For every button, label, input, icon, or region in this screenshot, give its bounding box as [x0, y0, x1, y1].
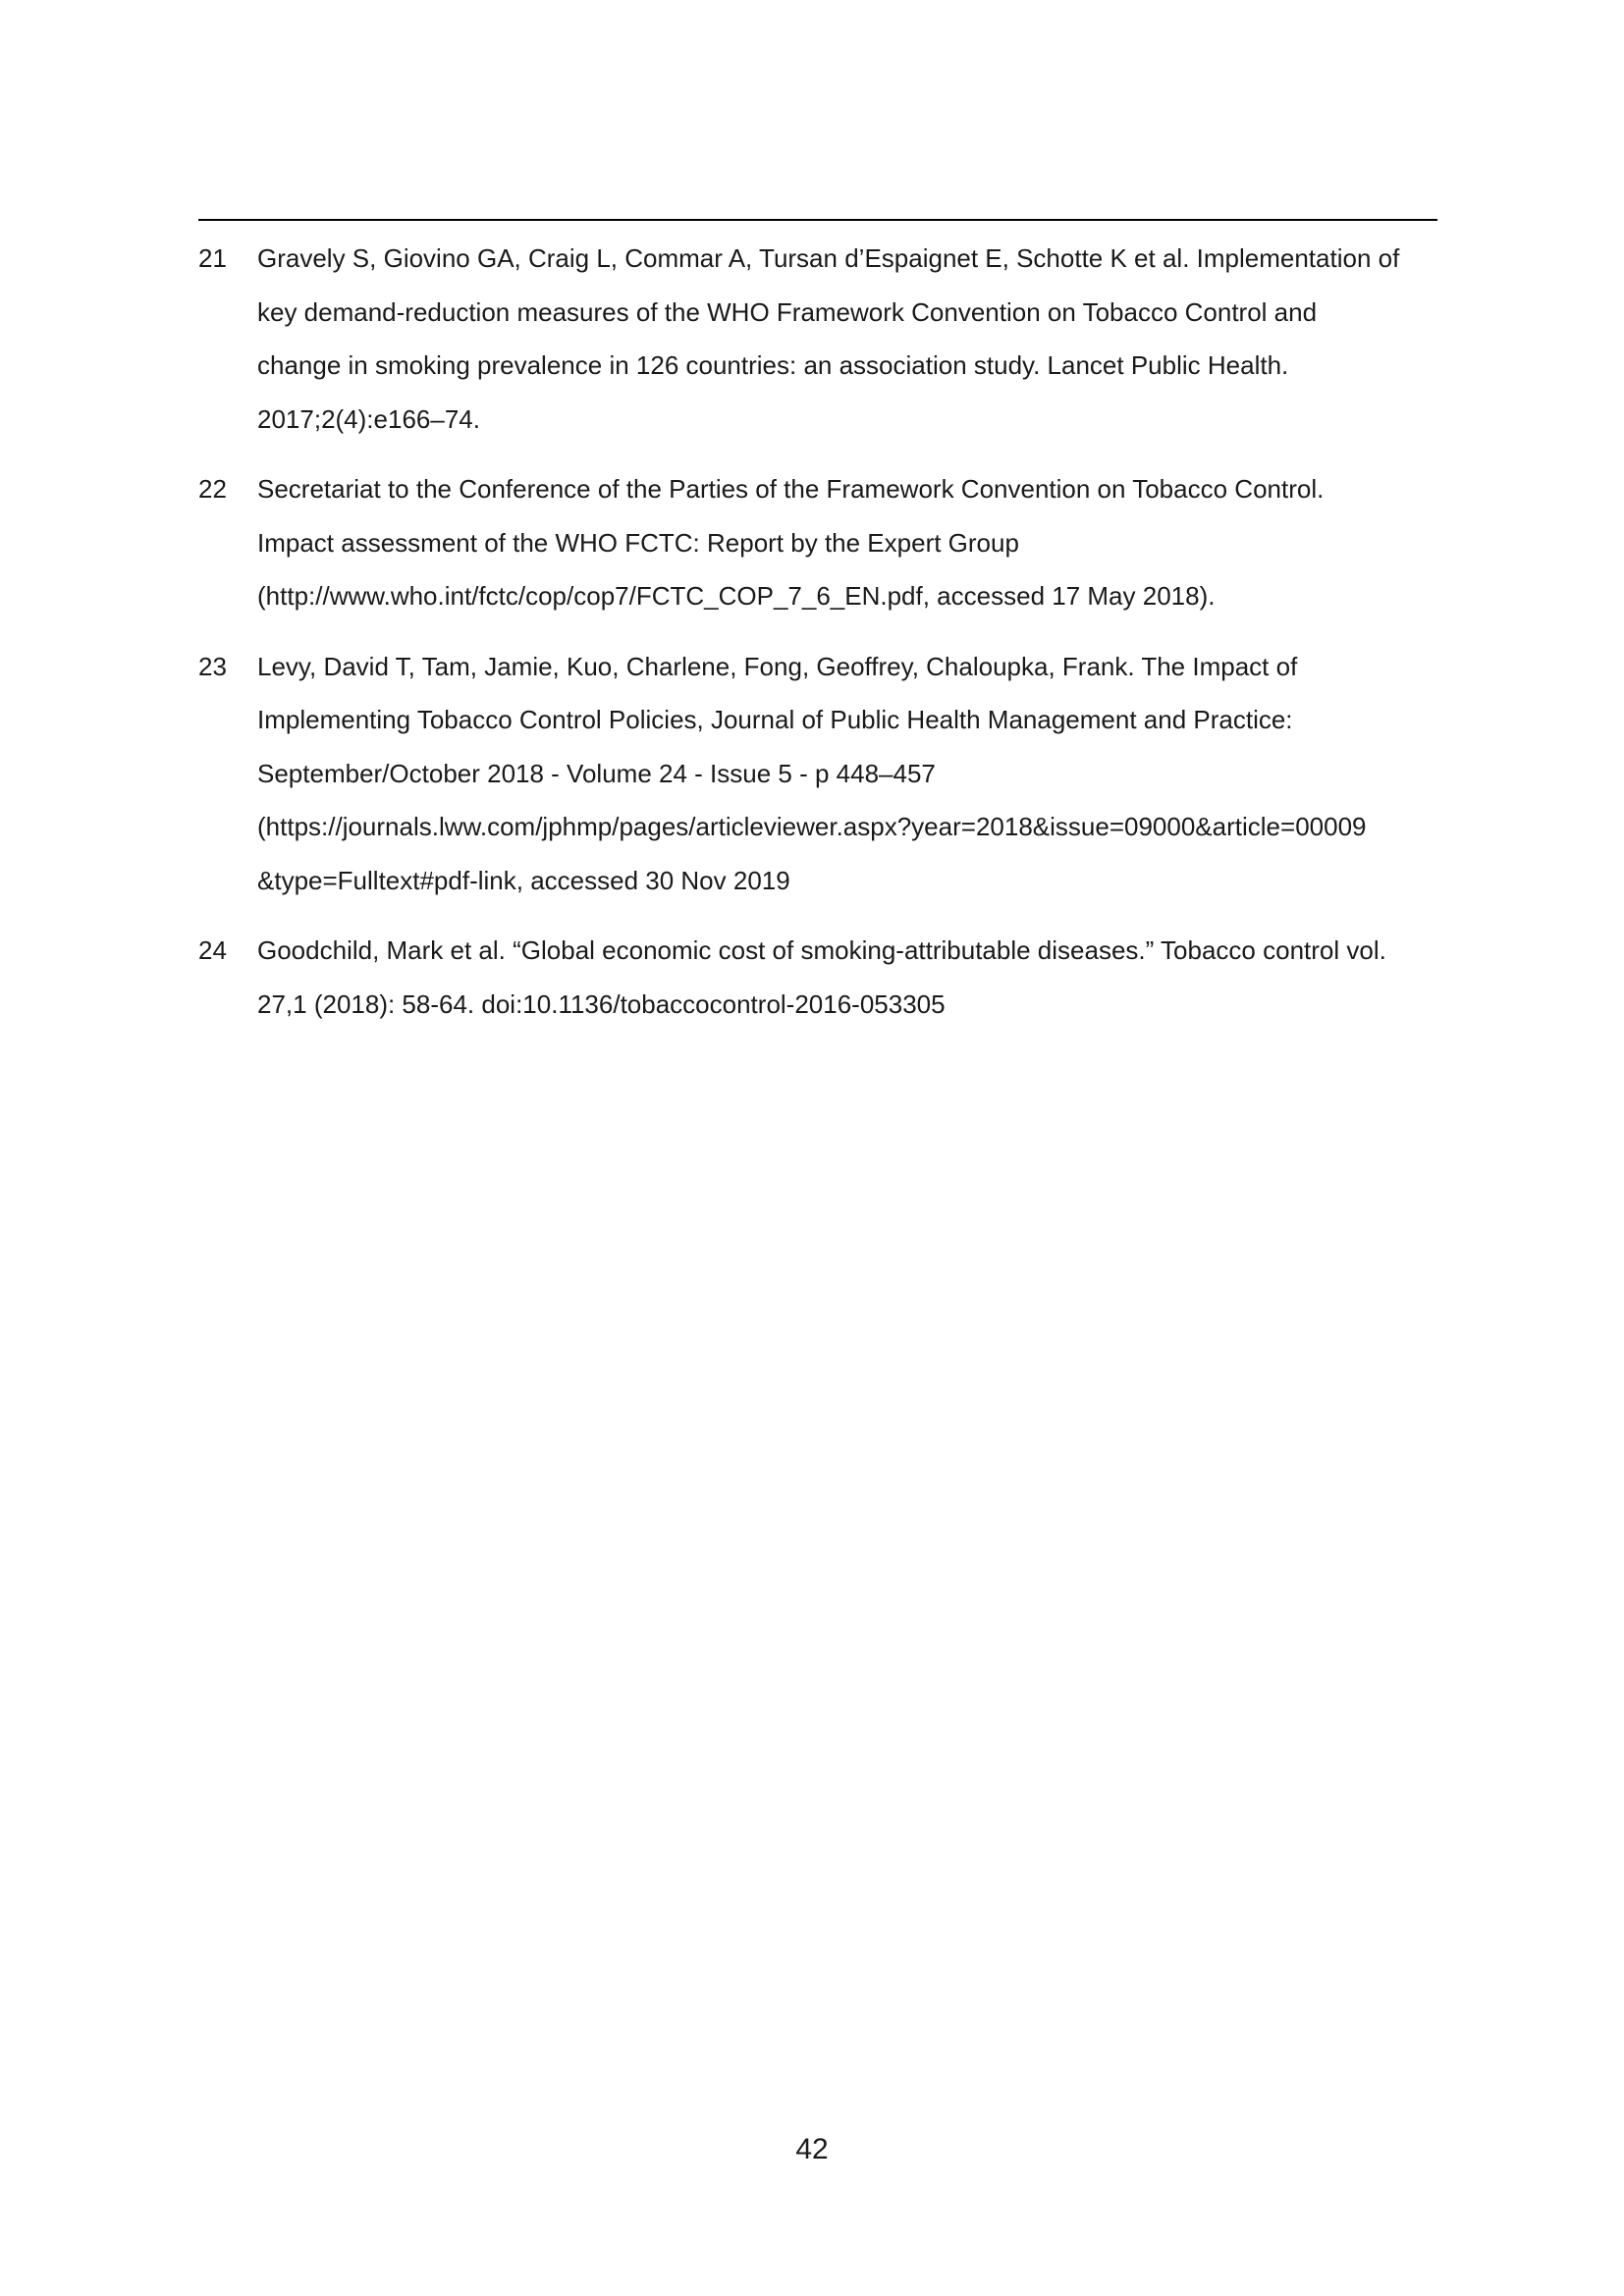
- reference-link-line: &type=Fulltext#pdf-link, accessed 30 Nov 2019: [257, 865, 790, 895]
- reference-link-line: (http://www.who.int/fctc/cop/cop7/FCTC_COP_7_6_EN.pdf, accessed 17 May 2018).: [257, 581, 1216, 611]
- reference-number: 22: [198, 474, 227, 504]
- footnote-separator-rule: [198, 219, 1437, 221]
- reference-text-line: key demand-reduction measures of the WHO Framework Convention on Tobacco Control and: [257, 296, 1318, 327]
- reference-text-line: 27,1 (2018): 58-64. doi:10.1136/tobaccocontrol-2016-053305: [257, 988, 946, 1019]
- reference-number: 23: [198, 651, 227, 681]
- reference-text-line: Impact assessment of the WHO FCTC: Report by the Expert Group: [257, 527, 1019, 558]
- reference-text-line: Gravely S, Giovino GA, Craig L, Commar A, Tursan d’Espaignet E, Schotte K et al. Implementation of: [257, 243, 1400, 273]
- reference-text-line: Levy, David T, Tam, Jamie, Kuo, Charlene, Fong, Geoffrey, Chaloupka, Frank. The Impact of: [257, 651, 1298, 681]
- reference-list: [198, 232, 1437, 1047]
- reference-item: [198, 462, 1437, 623]
- reference-number: 24: [198, 935, 227, 965]
- reference-item: [198, 924, 1437, 1031]
- reference-item: [198, 640, 1437, 908]
- reference-text-line: Implementing Tobacco Control Policies, Journal of Public Health Management and Practice:: [257, 705, 1293, 734]
- reference-text-line: change in smoking prevalence in 126 countries: an association study. Lancet Public Health.: [257, 350, 1289, 380]
- reference-text-line: Secretariat to the Conference of the Parties of the Framework Convention on Tobacco Control.: [257, 474, 1325, 504]
- reference-number: 21: [198, 243, 227, 273]
- reference-link-line: (https://journals.lww.com/jphmp/pages/articleviewer.aspx?year=2018&issue=09000&article=00009: [257, 812, 1367, 841]
- reference-text-line: Goodchild, Mark et al. “Global economic cost of smoking-attributable diseases.” Tobacco control vol.: [257, 935, 1386, 965]
- reference-item: [198, 232, 1437, 446]
- page-number: 42: [795, 2133, 829, 2165]
- reference-text-line: September/October 2018 - Volume 24 - Issue 5 - p 448–457: [257, 758, 936, 788]
- reference-text-line: 2017;2(4):e166–74.: [257, 403, 480, 434]
